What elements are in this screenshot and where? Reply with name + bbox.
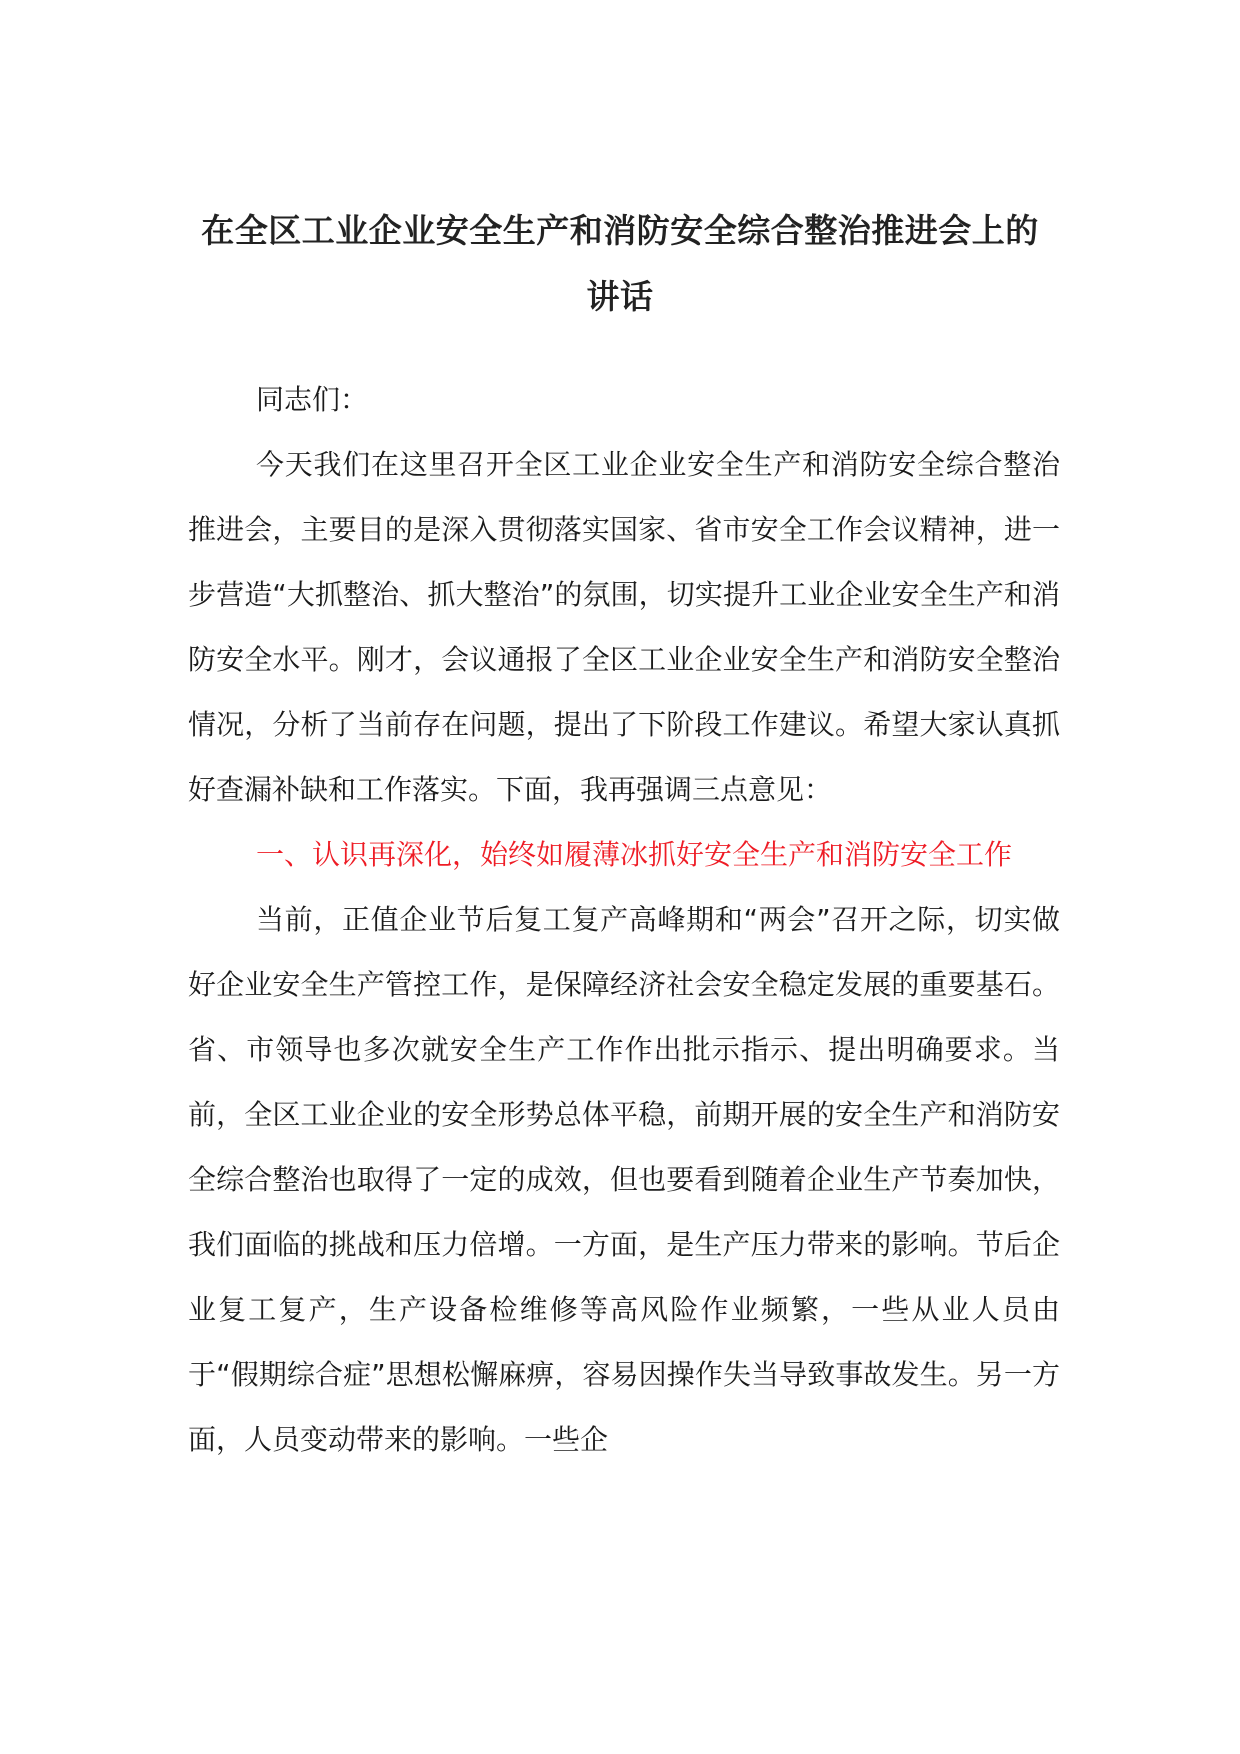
salutation: 同志们： (256, 383, 369, 416)
document-body (188, 367, 1060, 1472)
section-1-heading: 一、认识再深化，始终如履薄冰抓好安全生产和消防安全工作 (256, 838, 1013, 871)
document-title (190, 198, 1050, 330)
title-line-2: 讲话 (586, 277, 654, 316)
title-line-1: 在全区工业企业安全生产和消防安全综合整治推进会上的 (201, 211, 1039, 250)
intro-paragraph: 今天我们在这里召开全区工业企业安全生产和消防安全综合整治推进会，主要目的是深入贯彻落实国家、省市安全工作会议精神，进一步营造“大抓整治、抓大整治”的氛围，切实提升工业企业安全生产和消防安全水平。刚才，会议通报了全区工业企业安全生产和消防安全整治情况，分析了当前存在问题，提出了下阶段工作建议。希望大家认真抓好查漏补缺和工作落实。下面，我再强调三点意见： (188, 448, 1060, 806)
section-1-paragraph: 当前，正值企业节后复工复产高峰期和“两会”召开之际，切实做好企业安全生产管控工作，是保障经济社会安全稳定发展的重要基石。省、市领导也多次就安全生产工作作出批示指示、提出明确要求。当前，全区工业企业的安全形势总体平稳，前期开展的安全生产和消防安全综合整治也取得了一定的成效，但也要看到随着企业生产节奏加快，我们面临的挑战和压力倍增。一方面，是生产压力带来的影响。节后企业复工复产，生产设备检维修等高风险作业频繁，一些从业人员由于“假期综合症”思想松懈麻痹，容易因操作失当导致事故发生。另一方面，人员变动带来的影响。一些企 (188, 903, 1060, 1456)
